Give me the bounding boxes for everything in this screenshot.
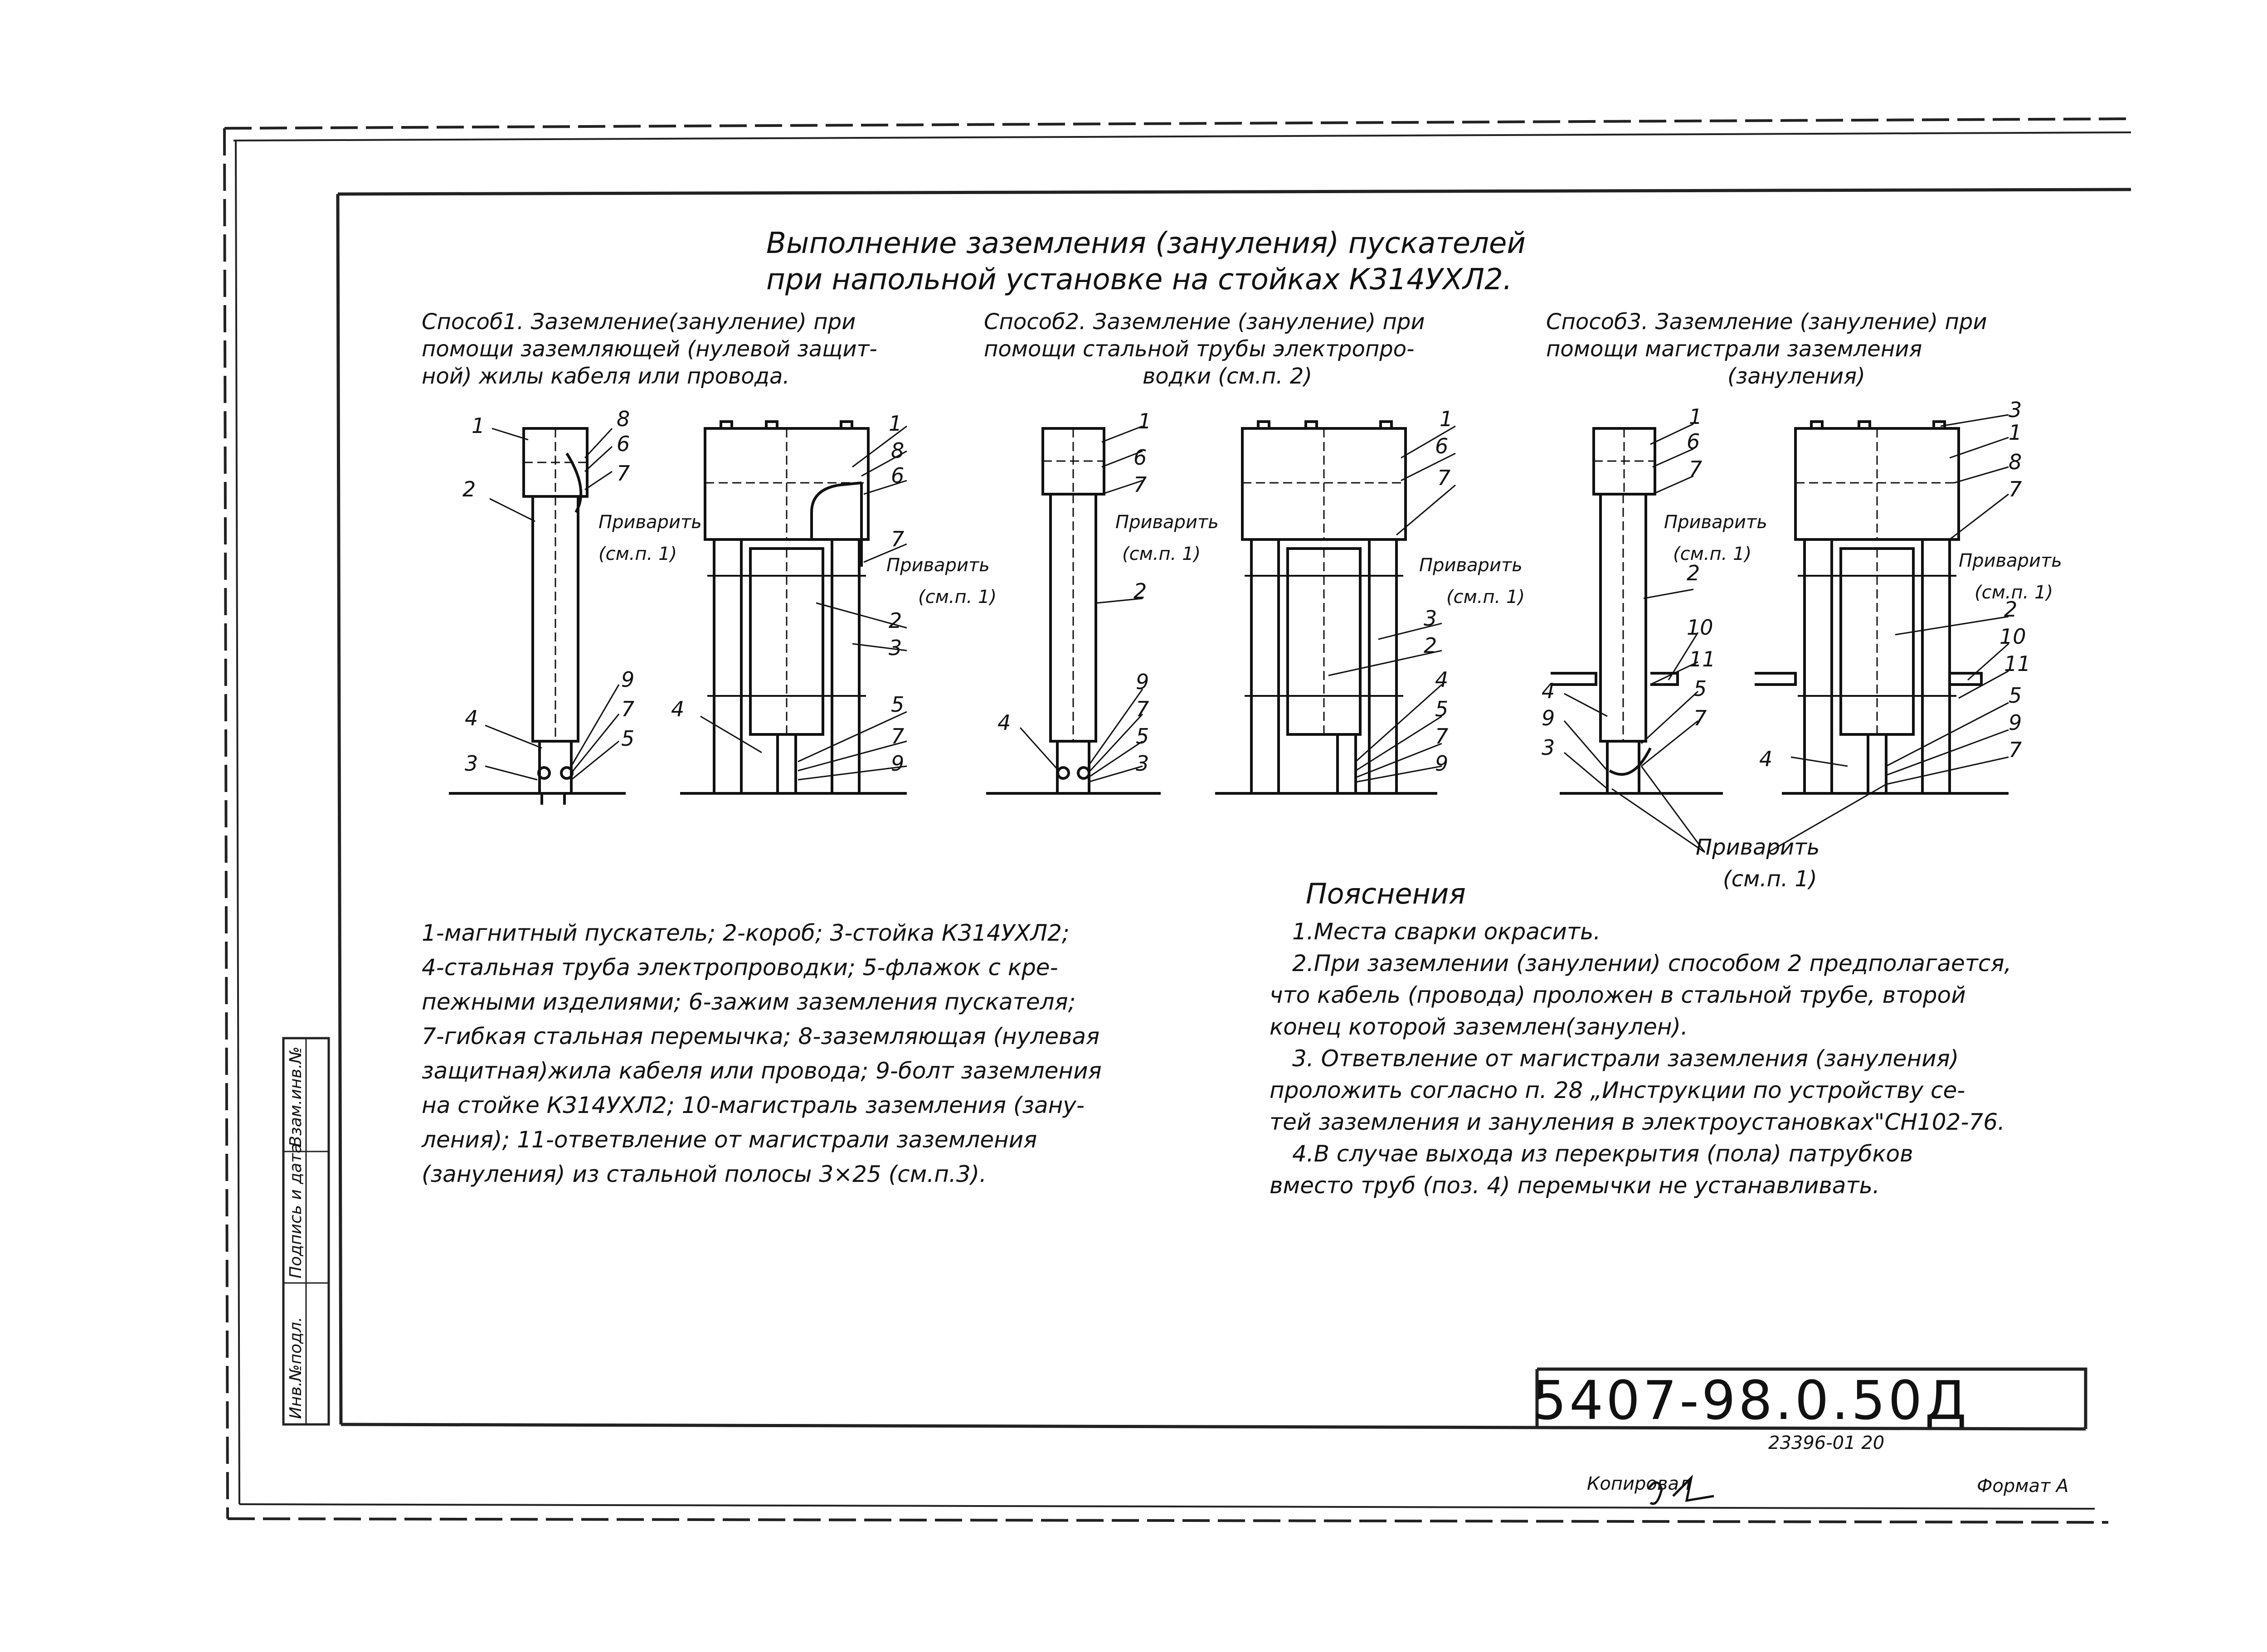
callout-d6-8: 8 bbox=[2009, 450, 2022, 474]
note-line: 3. Ответвление от магистрали заземления (зануления) bbox=[1292, 1045, 1959, 1072]
callout-d4-1: 1 bbox=[1440, 407, 1453, 431]
callout-d5-1: 1 bbox=[1689, 404, 1703, 429]
drawing-code: 5407-98.0.50Д bbox=[1532, 1369, 1970, 1432]
callout-d2-9: 9 bbox=[891, 751, 905, 776]
callout-d3-1: 1 bbox=[1138, 409, 1152, 433]
weld-label-d6: Приварить bbox=[1959, 550, 2062, 571]
callout-d1-4: 4 bbox=[465, 706, 478, 730]
callout-d2-1: 1 bbox=[889, 411, 902, 436]
callout-d1-6: 6 bbox=[617, 432, 630, 456]
diagram-method1-front-leaders bbox=[701, 426, 907, 780]
format-label: Формат А bbox=[1977, 1476, 2069, 1497]
callout-d1-7: 7 bbox=[617, 461, 630, 486]
callout-d3-2: 2 bbox=[1134, 579, 1147, 603]
callout-d5-2: 2 bbox=[1687, 561, 1700, 585]
legend-line: на стойке К314УХЛ2; 10-магистраль заземления (зану- bbox=[422, 1092, 1085, 1118]
diagram-method2-front bbox=[1215, 422, 1437, 793]
method-3-line-3: (зануления) bbox=[1727, 364, 1865, 389]
callout-d6-1: 1 bbox=[2009, 420, 2022, 445]
diagram-method2-side-leaders bbox=[1020, 426, 1143, 782]
see-note-shared: (см.п. 1) bbox=[1723, 866, 1817, 892]
callout-d4-6: 6 bbox=[1435, 434, 1449, 458]
callout-d6-5: 5 bbox=[2009, 683, 2022, 708]
callout-d4-3: 3 bbox=[1424, 606, 1437, 631]
callout-d3-6: 6 bbox=[1134, 445, 1147, 470]
callout-d6-9: 9 bbox=[2009, 710, 2022, 735]
side-table-inv-no: Инв.№подл. bbox=[287, 1317, 305, 1419]
legend-line: пежными изделиями; 6-зажим заземления пускателя; bbox=[422, 989, 1076, 1015]
diagram-method3-side-leaders bbox=[1564, 424, 1705, 852]
legend-line: защитная)жила кабеля или провода; 9-болт заземления bbox=[422, 1058, 1102, 1084]
callout-d5-11: 11 bbox=[1689, 647, 1716, 671]
diagram-method3-side bbox=[1551, 428, 1723, 793]
weld-label-d2: Приварить bbox=[886, 555, 990, 576]
see-note-d5: (см.п. 1) bbox=[1673, 544, 1752, 564]
callout-d5-9: 9 bbox=[1542, 706, 1555, 730]
callout-d3-9: 9 bbox=[1136, 670, 1149, 694]
weld-callout-shared bbox=[1696, 835, 1819, 892]
note-line: 2.При заземлении (занулении) способом 2 предполагается, bbox=[1292, 950, 2012, 977]
note-line: что кабель (провода) проложен в стальной трубе, второй bbox=[1270, 982, 1966, 1008]
drawing-number: 23396-01 20 bbox=[1768, 1433, 1885, 1453]
callout-d5-7: 7 bbox=[1689, 457, 1703, 481]
callout-d3-4: 4 bbox=[997, 710, 1011, 735]
callout-d2-7: 7 bbox=[891, 527, 905, 551]
see-note-d4: (см.п. 1) bbox=[1446, 587, 1525, 607]
weld-label-d1: Приварить bbox=[598, 512, 702, 533]
see-note-d3: (см.п. 1) bbox=[1122, 544, 1201, 564]
method-2-line-1: Способ2. Заземление (зануление) при bbox=[984, 309, 1425, 335]
callout-d4-4: 4 bbox=[1435, 667, 1449, 692]
see-note-d6: (см.п. 1) bbox=[1975, 582, 2053, 603]
callout-d2-4: 4 bbox=[671, 697, 685, 721]
method-1-line-1: Способ1. Заземление(зануление) при bbox=[422, 309, 856, 335]
callout-d2-3: 3 bbox=[889, 636, 902, 660]
method-1-line-3: ной) жилы кабеля или провода. bbox=[422, 364, 790, 389]
callout-d2-8: 8 bbox=[891, 438, 905, 463]
callout-d2-6: 6 bbox=[891, 463, 905, 488]
callout-d1-1: 1 bbox=[472, 413, 485, 438]
callout-d1-8: 8 bbox=[617, 407, 630, 431]
side-table-replaces-inv: Взам.инв.№ bbox=[287, 1046, 305, 1147]
callout-d6-10: 10 bbox=[1999, 624, 2026, 649]
callout-d6-7b: 7 bbox=[2009, 738, 2022, 762]
callout-d5-4: 4 bbox=[1542, 679, 1555, 703]
legend-line: 1-магнитный пускатель; 2-короб; 3-стойка К314УХЛ2; bbox=[422, 920, 1070, 946]
method-2-line-3: водки (см.п. 2) bbox=[1143, 364, 1313, 389]
callout-d6-3: 3 bbox=[2009, 398, 2022, 422]
method-1-line-2: помощи заземляющей (нулевой защит- bbox=[422, 336, 877, 362]
callout-d6-2: 2 bbox=[2004, 597, 2018, 622]
diagram-method1-side-leaders bbox=[485, 428, 619, 780]
callout-d4-2: 2 bbox=[1424, 633, 1437, 658]
note-line: тей заземления и зануления в электроустановках"СН102-76. bbox=[1270, 1109, 2005, 1135]
legend-line: ления); 11-ответвление от магистрали заземления bbox=[422, 1127, 1037, 1153]
diagram-method2-front-labels bbox=[1419, 407, 1525, 776]
callout-d3-3: 3 bbox=[1136, 751, 1149, 776]
legend-line: (зануления) из стальной полосы 3×25 (см.п.3). bbox=[422, 1161, 987, 1187]
callout-d6-11: 11 bbox=[2004, 651, 2031, 676]
copied-by-label: Копировал bbox=[1587, 1473, 1691, 1494]
note-line: конец которой заземлен(занулен). bbox=[1270, 1014, 1688, 1040]
callout-d2-2: 2 bbox=[889, 608, 902, 633]
see-note-d1: (см.п. 1) bbox=[598, 544, 677, 564]
callout-d5-3: 3 bbox=[1542, 735, 1555, 760]
see-note-d2: (см.п. 1) bbox=[918, 587, 997, 607]
note-line: 1.Места сварки окрасить. bbox=[1292, 918, 1601, 945]
method-3-line-1: Способ3. Заземление (зануление) при bbox=[1546, 309, 1987, 335]
callout-d3-5: 5 bbox=[1136, 724, 1149, 748]
callout-d4-9: 9 bbox=[1435, 751, 1449, 776]
note-line: проложить согласно п. 28 „Инструкции по устройству се- bbox=[1270, 1077, 1965, 1103]
weld-label-d5: Приварить bbox=[1664, 512, 1767, 533]
weld-label-d3: Приварить bbox=[1115, 512, 1219, 533]
callout-d1-3: 3 bbox=[465, 751, 478, 776]
callout-d4-5: 5 bbox=[1435, 697, 1449, 721]
callout-d2-7b: 7 bbox=[891, 724, 905, 748]
callout-d5-6: 6 bbox=[1687, 429, 1700, 454]
weld-label-shared: Приварить bbox=[1696, 835, 1820, 860]
callout-d1-2: 2 bbox=[462, 477, 476, 501]
notes-heading: Пояснения bbox=[1306, 877, 1466, 910]
legend-line: 7-гибкая стальная перемычка; 8-заземляющая (нулевая bbox=[422, 1023, 1100, 1050]
weld-label-d4: Приварить bbox=[1419, 555, 1523, 576]
method-2-line-2: помощи стальной трубы электропро- bbox=[984, 336, 1415, 362]
note-line: 4.В случае выхода из перекрытия (пола) патрубков bbox=[1292, 1141, 1913, 1167]
legend-line: 4-стальная труба электропроводки; 5-флажок с кре- bbox=[422, 954, 1058, 981]
callout-d3-7: 7 bbox=[1134, 472, 1147, 497]
callout-d5-10: 10 bbox=[1687, 615, 1713, 640]
callout-d5-5: 5 bbox=[1693, 676, 1707, 701]
callout-d6-7: 7 bbox=[2009, 477, 2022, 501]
diagram-method1-front bbox=[680, 422, 907, 793]
note-line: вместо труб (поз. 4) перемычки не устанавливать. bbox=[1270, 1172, 1880, 1199]
title-line-2: при напольной установке на стойках К314УХЛ2. bbox=[766, 263, 1513, 296]
callout-d2-5: 5 bbox=[891, 692, 905, 717]
callout-d1-7b: 7 bbox=[621, 697, 635, 721]
callout-d4-7: 7 bbox=[1437, 466, 1451, 490]
callout-d3-7b: 7 bbox=[1136, 697, 1149, 721]
callout-d1-9: 9 bbox=[621, 667, 635, 692]
diagram-method1-front-labels bbox=[671, 411, 997, 776]
callout-d4-7b: 7 bbox=[1435, 724, 1449, 748]
method-3-line-2: помощи магистрали заземления bbox=[1546, 336, 1922, 362]
callout-d6-4: 4 bbox=[1759, 747, 1773, 771]
side-table-signature-date: Подпись и дата bbox=[287, 1143, 305, 1278]
callout-d1-5: 5 bbox=[621, 726, 635, 751]
title-line-1: Выполнение заземления (зануления) пускателей bbox=[766, 227, 1526, 260]
callout-d5-7b: 7 bbox=[1693, 706, 1707, 730]
